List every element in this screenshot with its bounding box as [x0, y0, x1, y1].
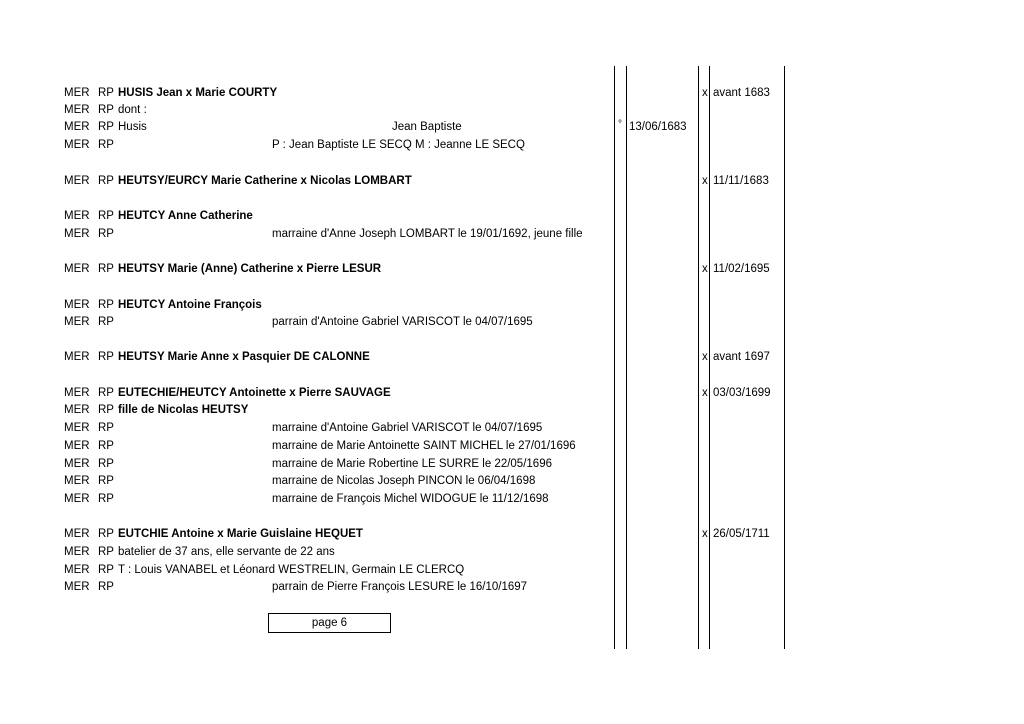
register-code: RP: [98, 422, 114, 434]
person-name: EUTECHIE/HEUTCY Antoinette x Pierre SAUVAGE: [118, 387, 391, 399]
marriage-date: avant 1683: [713, 87, 770, 99]
person-name: HEUTCY Antoine François: [118, 299, 262, 311]
page-number: page 6: [268, 613, 391, 633]
godparent-note: parrain de Pierre François LESURE le 16/10/1697: [272, 581, 528, 593]
marriage-date: 26/05/1711: [713, 528, 770, 540]
register-code: RP: [98, 440, 114, 452]
register-code: RP: [98, 228, 114, 240]
source-code: MER: [64, 440, 90, 452]
register-code: RP: [98, 210, 114, 222]
person-name: HEUTSY/EURCY Marie Catherine x Nicolas LOMBART: [118, 175, 412, 187]
source-code: MER: [64, 139, 90, 151]
marriage-date: 03/03/1699: [713, 387, 771, 399]
entry-text: dont :: [118, 104, 147, 116]
marriage-marker: x: [702, 351, 708, 363]
record-row: [0, 402, 1024, 419]
register-code: RP: [98, 104, 114, 116]
register-code: RP: [98, 139, 114, 151]
register-code: RP: [98, 475, 114, 487]
source-code: MER: [64, 404, 90, 416]
source-code: MER: [64, 175, 90, 187]
register-code: RP: [98, 121, 114, 133]
register-code: RP: [98, 404, 114, 416]
record-row: [0, 102, 1024, 119]
marriage-marker: x: [702, 87, 708, 99]
source-code: MER: [64, 121, 90, 133]
record-row: [0, 420, 1024, 437]
marriage-date: 11/11/1683: [713, 175, 769, 187]
person-name: HEUTSY Marie (Anne) Catherine x Pierre LESUR: [118, 263, 382, 275]
source-code: MER: [64, 104, 90, 116]
first-name: Jean Baptiste: [392, 121, 462, 133]
record-row: [0, 349, 1024, 366]
record-row: [0, 491, 1024, 508]
surname: Husis: [118, 121, 147, 133]
register-code: RP: [98, 564, 114, 576]
godparent-note: parrain d'Antoine Gabriel VARISCOT le 04/07/1695: [272, 316, 533, 328]
record-row: [0, 119, 1024, 136]
person-name: HEUTCY Anne Catherine: [118, 210, 253, 222]
source-code: MER: [64, 263, 90, 275]
marriage-date: 11/02/1695: [713, 263, 770, 275]
register-code: RP: [98, 493, 114, 505]
godparent-note: marraine de Marie Robertine LE SURRE le 22/05/1696: [272, 458, 552, 470]
godparent-note: marraine de François Michel WIDOGUE le 11/12/1698: [272, 493, 549, 505]
record-row: [0, 314, 1024, 331]
source-code: MER: [64, 422, 90, 434]
person-name: HEUTSY Marie Anne x Pasquier DE CALONNE: [118, 351, 370, 363]
register-code: RP: [98, 387, 114, 399]
register-code: RP: [98, 175, 114, 187]
marriage-date: avant 1697: [713, 351, 770, 363]
person-name: HUSIS Jean x Marie COURTY: [118, 87, 278, 99]
source-code: MER: [64, 493, 90, 505]
godparent-note: marraine d'Antoine Gabriel VARISCOT le 04/07/1695: [272, 422, 543, 434]
record-row: [0, 456, 1024, 473]
register-code: RP: [98, 528, 114, 540]
person-name: EUTCHIE Antoine x Marie Guislaine HEQUET: [118, 528, 363, 540]
godparent-note: marraine de Nicolas Joseph PINCON le 06/04/1698: [272, 475, 536, 487]
birth-date: 13/06/1683: [629, 121, 687, 133]
source-code: MER: [64, 299, 90, 311]
source-code: MER: [64, 458, 90, 470]
register-code: RP: [98, 581, 114, 593]
register-code: RP: [98, 351, 114, 363]
record-row: [0, 526, 1024, 543]
register-code: RP: [98, 316, 114, 328]
source-code: MER: [64, 351, 90, 363]
record-row: [0, 562, 1024, 579]
record-row: [0, 85, 1024, 102]
source-code: MER: [64, 210, 90, 222]
marriage-marker: x: [702, 528, 708, 540]
parentage-note: fille de Nicolas HEUTSY: [118, 404, 249, 416]
record-row: [0, 438, 1024, 455]
marriage-marker: x: [702, 175, 708, 187]
register-code: RP: [98, 263, 114, 275]
record-row: [0, 473, 1024, 490]
register-code: RP: [98, 87, 114, 99]
source-code: MER: [64, 528, 90, 540]
godparents-note: P : Jean Baptiste LE SECQ M : Jeanne LE SECQ: [272, 139, 525, 151]
godparent-note: marraine d'Anne Joseph LOMBART le 19/01/1692, jeune fille: [272, 228, 583, 240]
record-row: [0, 173, 1024, 190]
record-row: [0, 579, 1024, 596]
godparent-note: marraine de Marie Antoinette SAINT MICHEL le 27/01/1696: [272, 440, 576, 452]
record-row: [0, 208, 1024, 225]
register-code: RP: [98, 546, 114, 558]
record-row: [0, 385, 1024, 402]
birth-marker: °: [618, 119, 622, 130]
record-row: [0, 261, 1024, 278]
source-code: MER: [64, 87, 90, 99]
source-code: MER: [64, 581, 90, 593]
register-code: RP: [98, 458, 114, 470]
record-row: [0, 544, 1024, 561]
marriage-marker: x: [702, 263, 708, 275]
record-row: [0, 297, 1024, 314]
entry-text: batelier de 37 ans, elle servante de 22 ans: [118, 546, 335, 558]
record-row: [0, 226, 1024, 243]
source-code: MER: [64, 564, 90, 576]
source-code: MER: [64, 546, 90, 558]
register-code: RP: [98, 299, 114, 311]
marriage-marker: x: [702, 387, 708, 399]
source-code: MER: [64, 475, 90, 487]
source-code: MER: [64, 387, 90, 399]
witnesses-note: T : Louis VANABEL et Léonard WESTRELIN, Germain LE CLERCQ: [118, 564, 465, 576]
record-row: [0, 137, 1024, 154]
source-code: MER: [64, 228, 90, 240]
source-code: MER: [64, 316, 90, 328]
